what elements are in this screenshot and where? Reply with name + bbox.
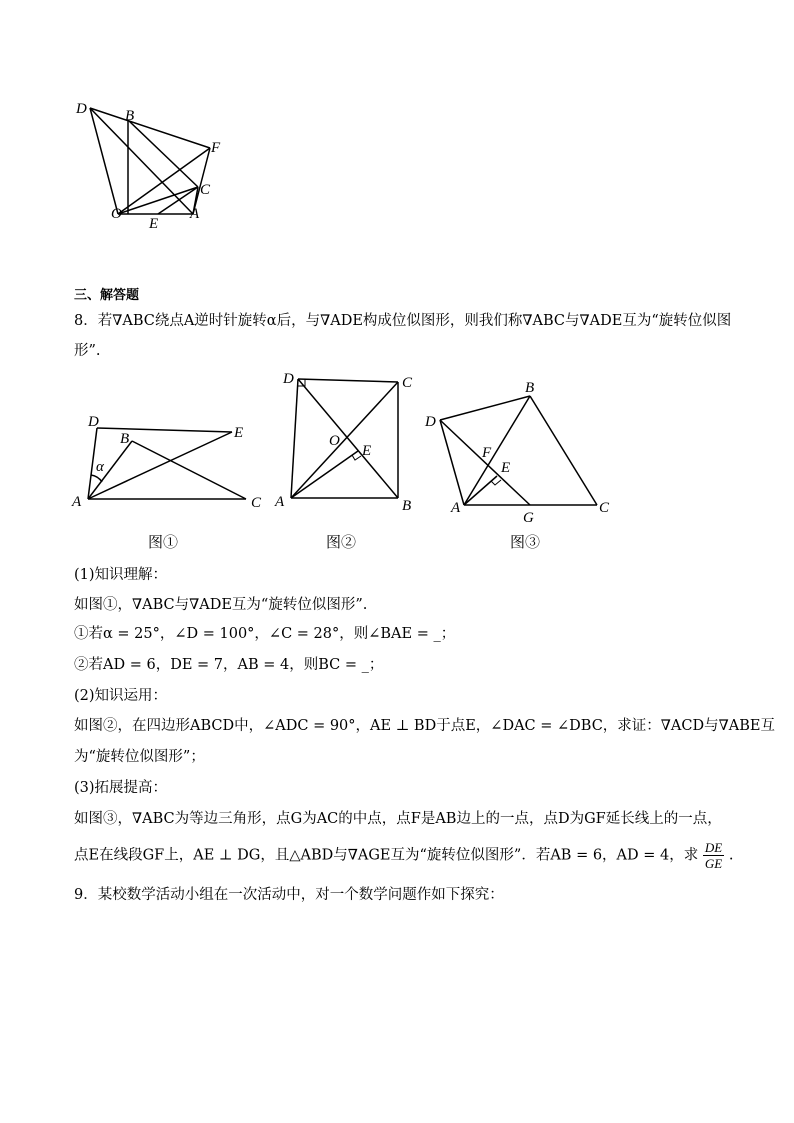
- section-title: 三、解答题: [74, 288, 140, 303]
- figure-3: [0, 360, 794, 560]
- seg-do: [90, 108, 118, 214]
- label-d: D: [283, 371, 294, 387]
- p3-title: (3)拓展提高：: [74, 780, 168, 796]
- seg-dg: [440, 420, 530, 505]
- q8-line2: 形”.: [74, 343, 101, 359]
- fraction-denominator: GE: [704, 856, 723, 871]
- label-e: E: [501, 460, 511, 476]
- p1-b: ②若AD = 6，DE = 7，AB = 4，则BC = _；: [74, 657, 384, 673]
- q8-line1: 8．若∇ABC绕点A逆时针旋转α后，与∇ADE构成位似图形，则我们称∇ABC与∇ADE互为“旋转位似图: [74, 313, 732, 329]
- label-e: E: [234, 425, 244, 441]
- seg-ab: [464, 396, 530, 505]
- caption-fig2: 图②: [326, 535, 357, 551]
- p1-intro: 如图①，∇ABC与∇ADE互为“旋转位似图形”.: [74, 597, 368, 613]
- p2-line1: 如图②，在四边形ABCD中，∠ADC = 90°，AE ⊥ BD于点E，∠DAC = ∠DBC，求证：∇ACD与∇ABE互: [74, 718, 775, 734]
- seg-ad: [440, 420, 464, 505]
- label-d: D: [425, 414, 436, 430]
- label-e: E: [149, 216, 159, 232]
- label-d: D: [76, 101, 87, 117]
- label-b: B: [525, 380, 535, 396]
- label-c: C: [200, 182, 211, 198]
- seg-da: [90, 108, 193, 214]
- label-alpha: α: [96, 459, 104, 475]
- p3-line2: [74, 840, 733, 871]
- fraction-numerator: DE: [704, 840, 723, 855]
- label-f: F: [482, 445, 492, 461]
- label-a: A: [451, 500, 461, 516]
- p2-title: (2)知识运用：: [74, 688, 168, 704]
- p2-line2: 为“旋转位似图形”；: [74, 749, 205, 765]
- label-b: B: [125, 108, 135, 124]
- label-c: C: [402, 375, 413, 391]
- seg-db: [440, 396, 530, 420]
- seg-oc: [118, 187, 198, 214]
- p3-line1: 如图③，∇ABC为等边三角形，点G为AC的中点，点F是AB边上的一点，点D为GF延长线上的一点，: [74, 811, 722, 827]
- label-g: G: [523, 510, 534, 526]
- label-b: B: [402, 498, 412, 514]
- caption-fig3: 图③: [510, 535, 541, 551]
- label-o: O: [329, 433, 340, 449]
- p3-line2-text: 点E在线段GF上，AE ⊥ DG，且△ABD与∇AGE互为“旋转位似图形”．若AB = 6，AD = 4，求: [74, 847, 699, 864]
- label-a: A: [275, 494, 285, 510]
- q9-line1: 9．某校数学活动小组在一次活动中，对一个数学问题作如下探究：: [74, 887, 504, 903]
- top-figure: [0, 0, 794, 260]
- seg-ae: [464, 476, 497, 505]
- label-c: C: [599, 500, 610, 516]
- p1-a: ①若α = 25°，∠D = 100°，∠C = 28°，则∠BAE = _；: [74, 626, 456, 642]
- label-f: F: [211, 140, 221, 156]
- fraction-de-ge: [703, 840, 724, 871]
- label-c: C: [251, 495, 262, 511]
- label-o: O: [111, 206, 122, 222]
- p1-title: (1)知识理解：: [74, 567, 168, 583]
- seg-bc: [530, 396, 597, 505]
- label-a: A: [72, 494, 82, 510]
- label-a: A: [190, 206, 200, 222]
- label-b: B: [120, 431, 130, 447]
- p3-line2-end: .: [728, 847, 734, 864]
- label-d: D: [88, 414, 99, 430]
- label-e: E: [362, 443, 372, 459]
- caption-fig1: 图①: [148, 535, 179, 551]
- seg-bc: [128, 120, 198, 187]
